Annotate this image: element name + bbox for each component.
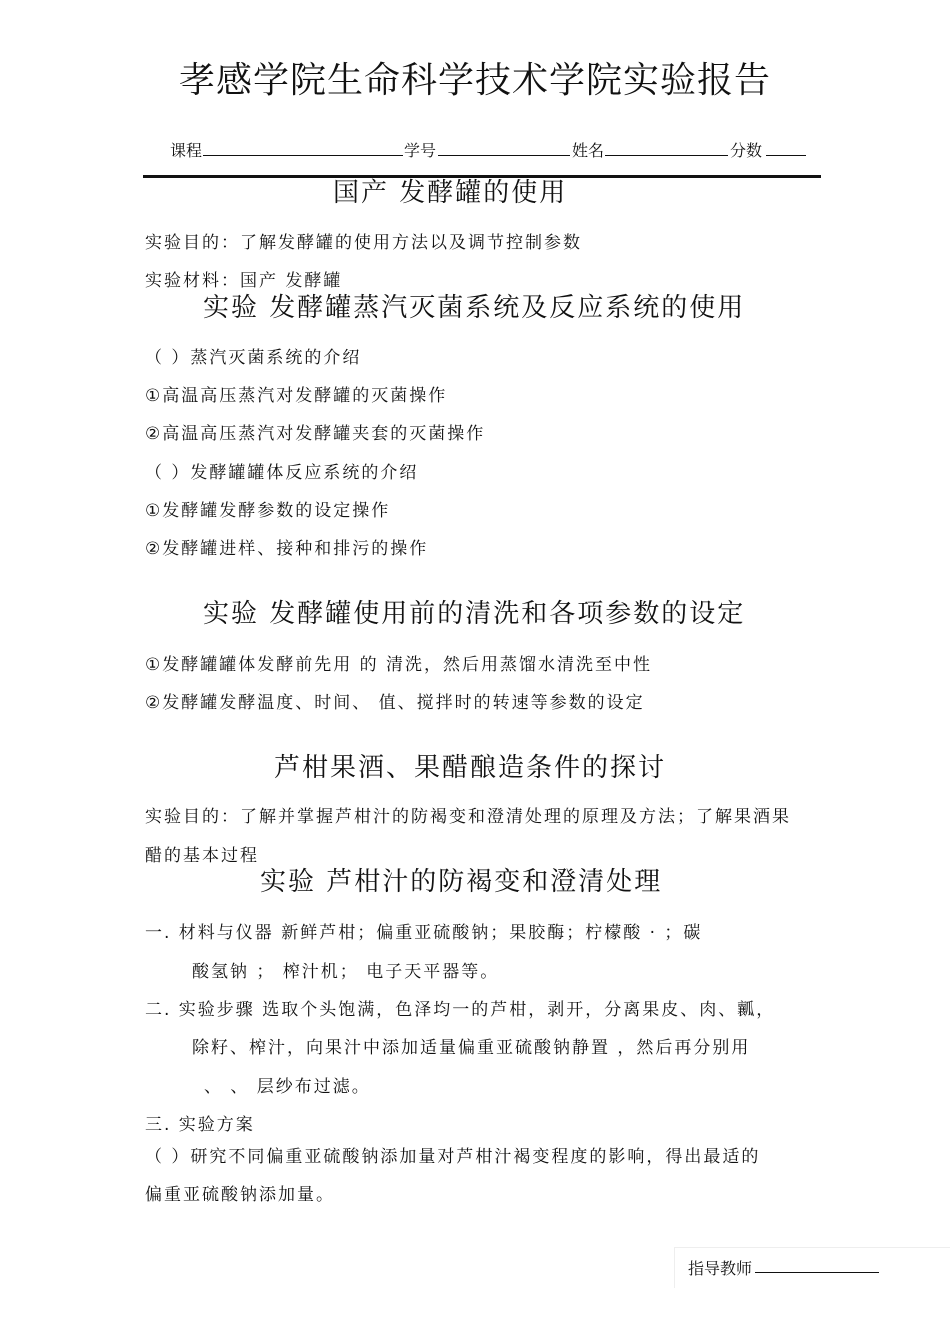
main-heading: 国产 发酵罐的使用: [333, 178, 568, 208]
experiment2-heading: 实验 发酵罐使用前的清洗和各项参数的设定: [203, 599, 746, 629]
score-label: 分数: [730, 141, 763, 160]
section-heading: 芦柑果酒、果醋酿造条件的探讨: [274, 753, 667, 783]
student-id-field[interactable]: [438, 155, 570, 156]
step1-line2: 酸氢钠 ； 榨汁机； 电子天平器等。: [192, 962, 500, 982]
step3-line2: 偏重亚硫酸钠添加量。: [145, 1185, 335, 1205]
list-item: （ ）蒸汽灭菌系统的介绍: [145, 348, 362, 368]
step3-line1: （ ）研究不同偏重亚硫酸钠添加量对芦柑汁褐变程度的影响，得出最适的: [145, 1147, 761, 1167]
report-title: 孝感学院生命科学技术学院实验报告: [178, 60, 771, 101]
step2-line3: 、 、 层纱布过滤。: [204, 1077, 371, 1097]
list-item: ②高温高压蒸汽对发酵罐夹套的灭菌操作: [145, 424, 486, 444]
advisor-field[interactable]: [755, 1272, 879, 1273]
step3-title: 三. 实验方案: [145, 1115, 255, 1135]
list-item: ①发酵罐罐体发酵前先用 的 清洗，然后用蒸馏水清洗至中性: [145, 655, 653, 675]
list-item: （ ）发酵罐罐体反应系统的介绍: [145, 463, 419, 483]
name-field[interactable]: [605, 155, 728, 156]
experiment3-heading: 实验 芦柑汁的防褐变和澄清处理: [260, 867, 663, 897]
advisor-label: 指导教师: [688, 1259, 753, 1278]
step1-line1: 一. 材料与仪器 新鲜芦柑；偏重亚硫酸钠；果胶酶；柠檬酸 · ；碳: [145, 923, 703, 943]
list-item: ②发酵罐进样、接种和排污的操作: [145, 539, 429, 559]
list-item: ②发酵罐发酵温度、时间、 值、搅拌时的转速等参数的设定: [145, 693, 645, 713]
student-id-label: 学号: [404, 141, 437, 160]
step2-line1: 二. 实验步骤 选取个头饱满，色泽均一的芦柑，剥开，分离果皮、肉、瓤，: [145, 1000, 776, 1020]
materials-text: 实验材料：国产 发酵罐: [145, 271, 343, 291]
step2-line2: 除籽、榨汁，向果汁中添加适量偏重亚硫酸钠静置 ，然后再分别用: [192, 1038, 751, 1058]
score-field[interactable]: [766, 155, 806, 156]
course-field[interactable]: [203, 155, 403, 156]
list-item: ①高温高压蒸汽对发酵罐的灭菌操作: [145, 386, 448, 406]
course-label: 课程: [170, 141, 203, 160]
purpose2-text-line2: 醋的基本过程: [145, 846, 259, 866]
experiment1-heading: 实验 发酵罐蒸汽灭菌系统及反应系统的使用: [203, 293, 746, 323]
purpose-text: 实验目的：了解发酵罐的使用方法以及调节控制参数: [145, 233, 582, 253]
list-item: ①发酵罐发酵参数的设定操作: [145, 501, 391, 521]
purpose2-text-line1: 实验目的：了解并掌握芦柑汁的防褐变和澄清处理的原理及方法；了解果酒果: [145, 807, 791, 827]
name-label: 姓名: [572, 141, 605, 160]
